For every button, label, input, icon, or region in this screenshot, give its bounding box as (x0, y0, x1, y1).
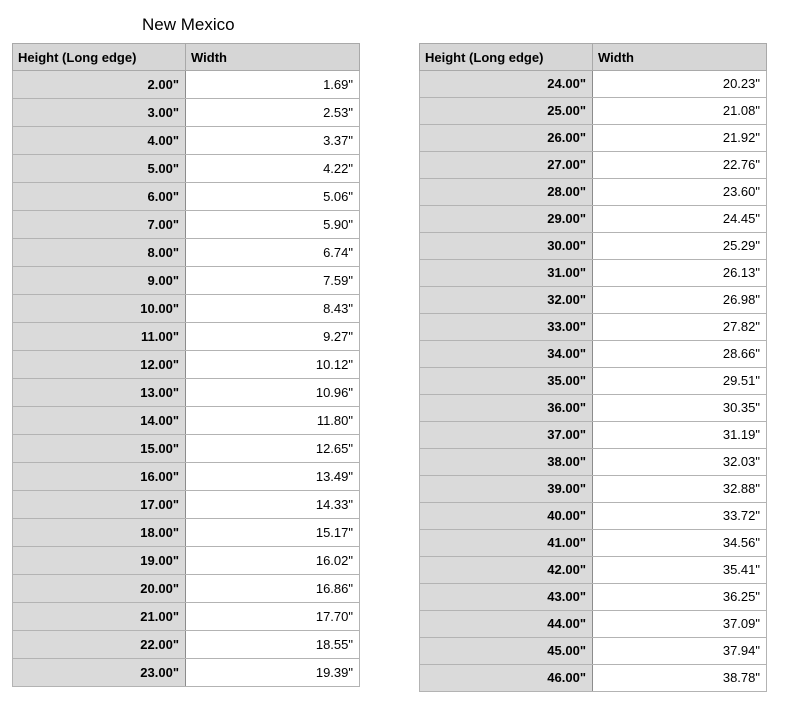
width-cell: 10.96" (186, 379, 360, 407)
width-cell: 37.94" (593, 638, 767, 665)
height-cell: 41.00" (420, 530, 593, 557)
width-cell: 31.19" (593, 422, 767, 449)
width-cell: 32.88" (593, 476, 767, 503)
table-row (420, 71, 767, 98)
width-cell: 37.09" (593, 611, 767, 638)
table-row (420, 206, 767, 233)
height-cell: 38.00" (420, 449, 593, 476)
height-cell: 4.00" (13, 127, 186, 155)
table-row (13, 351, 360, 379)
table-row (13, 267, 360, 295)
width-cell: 13.49" (186, 463, 360, 491)
height-cell: 20.00" (13, 575, 186, 603)
height-cell: 15.00" (13, 435, 186, 463)
table-row (420, 530, 767, 557)
table-row (13, 519, 360, 547)
height-cell: 37.00" (420, 422, 593, 449)
height-cell: 12.00" (13, 351, 186, 379)
table-row (420, 233, 767, 260)
height-cell: 43.00" (420, 584, 593, 611)
height-cell: 24.00" (420, 71, 593, 98)
width-cell: 11.80" (186, 407, 360, 435)
table-row (13, 99, 360, 127)
height-cell: 45.00" (420, 638, 593, 665)
height-cell: 18.00" (13, 519, 186, 547)
table-body (13, 71, 360, 687)
table-row (420, 368, 767, 395)
table-row (13, 435, 360, 463)
width-cell: 9.27" (186, 323, 360, 351)
width-cell: 19.39" (186, 659, 360, 687)
height-cell: 6.00" (13, 183, 186, 211)
table-row (13, 71, 360, 99)
height-cell: 32.00" (420, 287, 593, 314)
height-cell: 22.00" (13, 631, 186, 659)
height-cell: 16.00" (13, 463, 186, 491)
table-row (420, 260, 767, 287)
height-cell: 36.00" (420, 395, 593, 422)
table-row (420, 395, 767, 422)
width-cell: 6.74" (186, 239, 360, 267)
height-cell: 28.00" (420, 179, 593, 206)
table-row (13, 631, 360, 659)
width-cell: 1.69" (186, 71, 360, 99)
width-cell: 27.82" (593, 314, 767, 341)
table-row (420, 341, 767, 368)
table-row (420, 125, 767, 152)
table-row (420, 584, 767, 611)
width-cell: 20.23" (593, 71, 767, 98)
height-cell: 14.00" (13, 407, 186, 435)
height-cell: 44.00" (420, 611, 593, 638)
height-cell: 46.00" (420, 665, 593, 692)
width-cell: 35.41" (593, 557, 767, 584)
column-header-height: Height (Long edge) (420, 44, 593, 71)
table-row (420, 557, 767, 584)
table-row (13, 659, 360, 687)
width-cell: 5.06" (186, 183, 360, 211)
width-cell: 36.25" (593, 584, 767, 611)
height-cell: 11.00" (13, 323, 186, 351)
table-row (420, 314, 767, 341)
height-cell: 26.00" (420, 125, 593, 152)
page-title: New Mexico (142, 15, 235, 34)
column-header-width: Width (186, 44, 360, 71)
table-row (13, 407, 360, 435)
height-cell: 31.00" (420, 260, 593, 287)
table-row (420, 665, 767, 692)
table-row (420, 287, 767, 314)
width-cell: 16.02" (186, 547, 360, 575)
width-cell: 15.17" (186, 519, 360, 547)
width-cell: 12.65" (186, 435, 360, 463)
height-cell: 35.00" (420, 368, 593, 395)
size-table-left (12, 43, 360, 687)
table-row (420, 152, 767, 179)
table-row (420, 503, 767, 530)
height-cell: 34.00" (420, 341, 593, 368)
column-header-height: Height (Long edge) (13, 44, 186, 71)
table-row (13, 183, 360, 211)
width-cell: 7.59" (186, 267, 360, 295)
width-cell: 10.12" (186, 351, 360, 379)
width-cell: 33.72" (593, 503, 767, 530)
table-row (420, 179, 767, 206)
height-cell: 21.00" (13, 603, 186, 631)
height-cell: 3.00" (13, 99, 186, 127)
table-header-row (420, 44, 767, 71)
width-cell: 18.55" (186, 631, 360, 659)
width-cell: 21.92" (593, 125, 767, 152)
width-cell: 23.60" (593, 179, 767, 206)
table-row (420, 449, 767, 476)
height-cell: 27.00" (420, 152, 593, 179)
width-cell: 30.35" (593, 395, 767, 422)
size-table-right (419, 43, 767, 692)
width-cell: 17.70" (186, 603, 360, 631)
height-cell: 39.00" (420, 476, 593, 503)
table-row (13, 575, 360, 603)
table-row (13, 295, 360, 323)
table-row (13, 491, 360, 519)
width-cell: 28.66" (593, 341, 767, 368)
width-cell: 4.22" (186, 155, 360, 183)
table-body (420, 71, 767, 692)
width-cell: 2.53" (186, 99, 360, 127)
table-row (420, 98, 767, 125)
width-cell: 34.56" (593, 530, 767, 557)
width-cell: 3.37" (186, 127, 360, 155)
height-cell: 42.00" (420, 557, 593, 584)
table-row (13, 547, 360, 575)
height-cell: 19.00" (13, 547, 186, 575)
width-cell: 25.29" (593, 233, 767, 260)
height-cell: 7.00" (13, 211, 186, 239)
table-row (13, 379, 360, 407)
table-row (420, 476, 767, 503)
table-row (13, 155, 360, 183)
height-cell: 23.00" (13, 659, 186, 687)
height-cell: 2.00" (13, 71, 186, 99)
width-cell: 26.98" (593, 287, 767, 314)
table-row (420, 611, 767, 638)
width-cell: 24.45" (593, 206, 767, 233)
table-row (13, 603, 360, 631)
width-cell: 8.43" (186, 295, 360, 323)
table-header-row (13, 44, 360, 71)
table-row (13, 211, 360, 239)
height-cell: 33.00" (420, 314, 593, 341)
width-cell: 26.13" (593, 260, 767, 287)
column-header-width: Width (593, 44, 767, 71)
height-cell: 9.00" (13, 267, 186, 295)
width-cell: 21.08" (593, 98, 767, 125)
height-cell: 40.00" (420, 503, 593, 530)
width-cell: 16.86" (186, 575, 360, 603)
table-row (420, 638, 767, 665)
height-cell: 29.00" (420, 206, 593, 233)
width-cell: 38.78" (593, 665, 767, 692)
width-cell: 14.33" (186, 491, 360, 519)
height-cell: 10.00" (13, 295, 186, 323)
height-cell: 8.00" (13, 239, 186, 267)
table-row (13, 127, 360, 155)
table-row (13, 323, 360, 351)
height-cell: 13.00" (13, 379, 186, 407)
height-cell: 5.00" (13, 155, 186, 183)
table-row (13, 463, 360, 491)
width-cell: 22.76" (593, 152, 767, 179)
width-cell: 5.90" (186, 211, 360, 239)
table-row (13, 239, 360, 267)
height-cell: 25.00" (420, 98, 593, 125)
width-cell: 32.03" (593, 449, 767, 476)
width-cell: 29.51" (593, 368, 767, 395)
height-cell: 17.00" (13, 491, 186, 519)
height-cell: 30.00" (420, 233, 593, 260)
table-row (420, 422, 767, 449)
